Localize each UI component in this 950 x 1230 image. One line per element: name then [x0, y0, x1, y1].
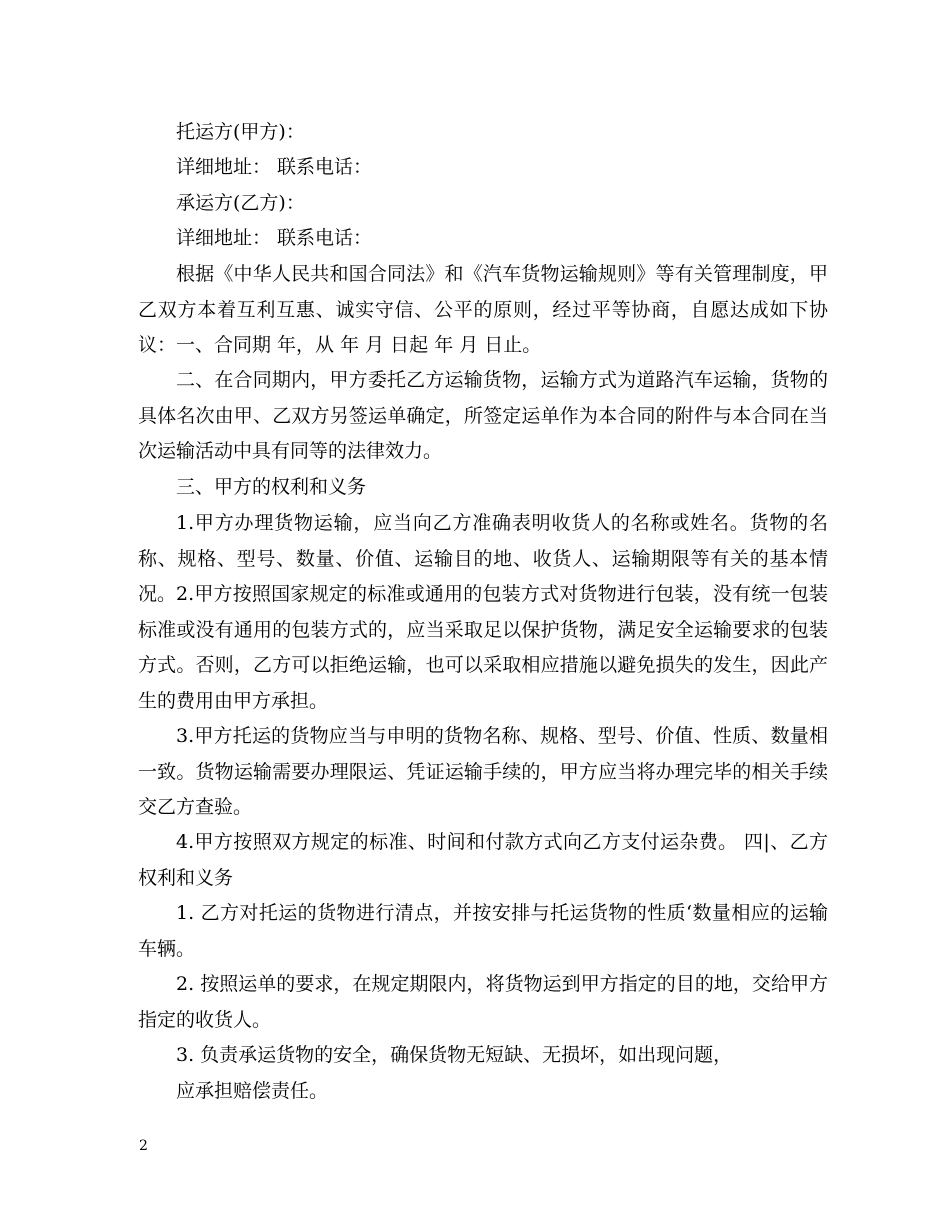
- clause-1-term: 一、合同期 年，从 年 月 日起 年 月 日止。: [176, 334, 542, 356]
- clause-3-heading: 三、甲方的权利和义务: [176, 476, 367, 498]
- clause-3-item-3: 3.甲方托运的货物应当与申明的货物名称、规格、型号、价值、性质、数量相一致。货物运输需要办理限运、凭证运输手续的，甲方应当将办理完毕的相关手续交乙方查验。: [138, 725, 828, 818]
- clause-4-item-2: 2. 按照运单的要求，在规定期限内，将货物运到甲方指定的目的地，交给甲方指定的收货人。: [138, 973, 828, 1031]
- consignor-line: 托运方(甲方)：: [176, 121, 305, 143]
- clause-3-item-1: 1.甲方办理货物运输，应当向乙方准确表明收货人的名称或姓名。货物的名称、规格、型号、数量、价值、运输目的地、收货人、运输期限等有关的基本情况。: [138, 512, 828, 605]
- clause-4-item-3-continued: 应承担赔偿责任。: [176, 1080, 329, 1102]
- carrier-address-line: 详细地址： 联系电话：: [176, 227, 373, 249]
- clause-4-item-1: 1. 乙方对托运的货物进行清点，并按安排与托运货物的性质‘数量相应的运输车辆。: [138, 902, 828, 960]
- clause-3-item-4: 4.甲方按照双方规定的标准、时间和付款方式向乙方支付运杂费。 四|、乙方权利和义务: [138, 831, 828, 889]
- page-number: 2: [139, 1138, 148, 1154]
- carrier-line: 承运方(乙方)：: [176, 192, 305, 214]
- clause-4-item-3: 3. 负责承运货物的安全，确保货物无短缺、无损坏，如出现问题，: [176, 1044, 733, 1066]
- clause-2-scope: 二、在合同期内，甲方委托乙方运输货物，运输方式为道路汽车运输，货物的具体名次由甲、乙双方另签运单确定，所签定运单作为本合同的附件与本合同在当次运输活动中具有同等的法律效力。: [138, 369, 828, 462]
- consignor-address-line: 详细地址： 联系电话：: [176, 156, 373, 178]
- clause-3-item-2: 2.甲方按照国家规定的标准或通用的包装方式对货物进行包装，没有统一包装标准或没有通用的包装方式的，应当采取足以保护货物，满足安全运输要求的包装方式。否则，乙方可以拒绝运输，也可以采取相应措施以避免损失的发生，因此产生的费用由甲方承担。: [138, 583, 828, 712]
- preamble-paragraph: 根据《中华人民共和国合同法》和《汽车货物运输规则》等有关管理制度，甲乙双方本着互利互惠、诚实守信、公平的原则，经过平等协商，自愿达成如下协议：: [138, 263, 828, 356]
